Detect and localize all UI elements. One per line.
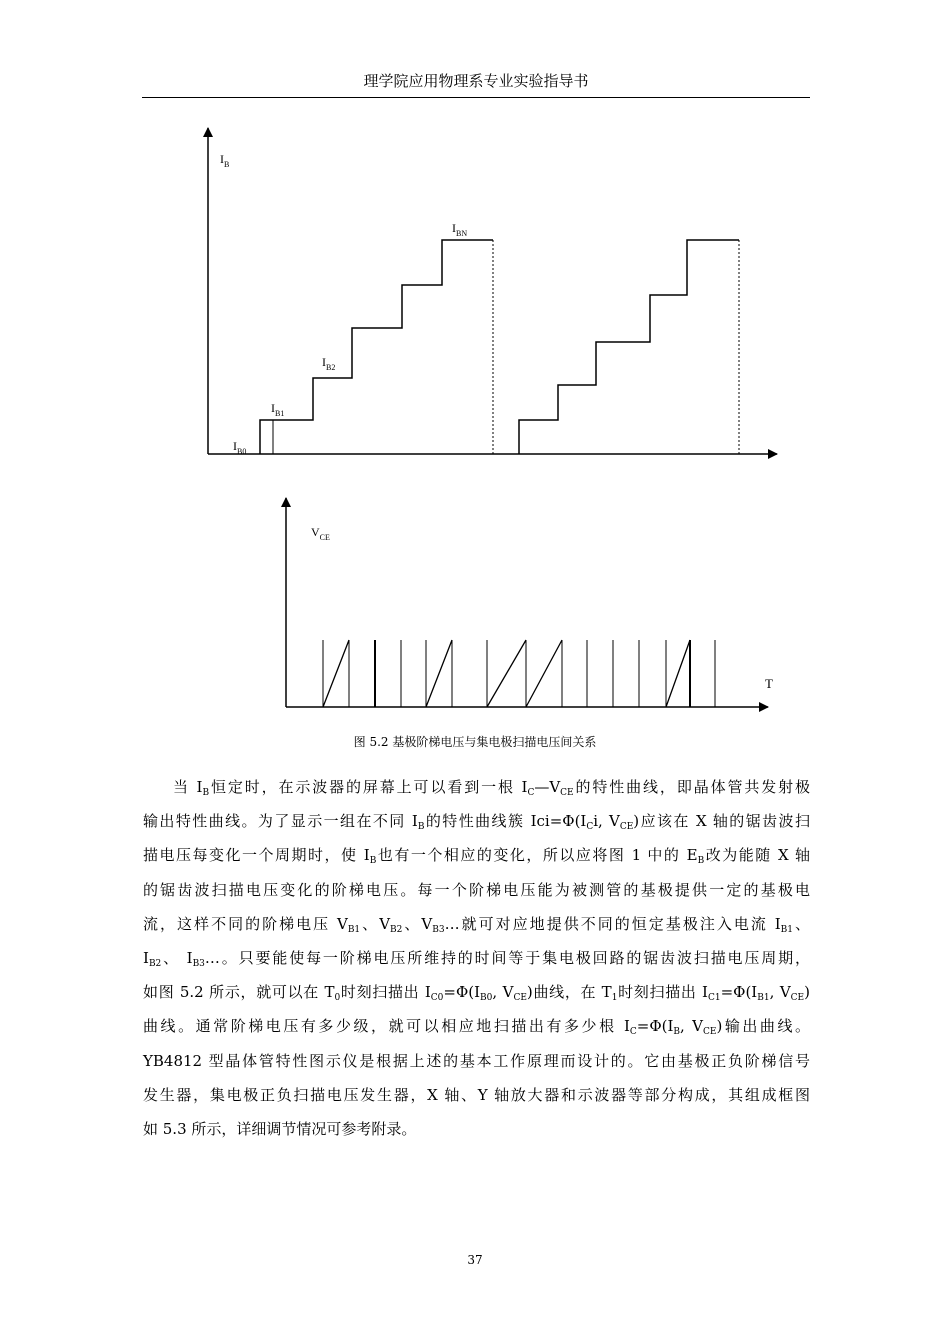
page-number: 37 xyxy=(467,1253,483,1267)
vce-sawtooth-chart xyxy=(286,498,773,707)
vce-sawtooth-ramps xyxy=(323,640,690,707)
ib-staircase-2 xyxy=(519,240,739,454)
body-line-1: 当 $I_B$恒定时，在示波器的屏幕上可以看到一根 $I_C—V_{CE}$的特性曲线，即晶体管共发射极 xyxy=(173,778,810,798)
body-line-2: 输出特性曲线。为了显示一组在不同 $I_B$的特性曲线簇 $Ici=\Phi(I_Ci$, $V_{CE}$)应该在 X 轴的锯齿波扫 xyxy=(143,812,810,833)
label-ib2: $I_{B2}$ xyxy=(322,355,336,372)
body-line-3: 描电压每变化一个周期时，使 $I_B$也有一个相应的变化，所以应将图 1 中的 $E_B$改为能随 X 轴 xyxy=(143,846,810,867)
ib-staircase-1 xyxy=(260,240,493,454)
figure-caption: 图 5.2 基极阶梯电压与集电极扫描电压间关系 xyxy=(353,735,597,749)
vce-x-axis-label: T xyxy=(765,676,773,691)
body-line-11: 如 5.3 所示，详细调节情况可参考附录。 xyxy=(143,1120,417,1139)
body-line-9: YB4812 型晶体管特性图示仪是根据上述的基本工作原理而设计的。它由基极正负阶梯信号 xyxy=(143,1051,810,1070)
body-line-6: $I_{B2}$、 $I_{B3}\dots$。只要能使每一阶梯电压所维持的时间等于集电极回路的锯齿波扫描电压周期， xyxy=(143,949,810,970)
vce-scan-lines xyxy=(323,640,715,707)
label-ibn: $I_{BN}$ xyxy=(452,221,468,238)
body-line-5: 流，这样不同的阶梯电压 $V_{B1}$、$V_{B2}$、$V_{B3}\dots$就可对应地提供不同的恒定基极注入电流 $I_{B1}$、 xyxy=(143,914,810,935)
body-line-8: 曲线。通常阶梯电压有多少级，就可以相应地扫描出有多少根 $I_C=\Phi(I_B$, $V_{CE}$)输出曲线。 xyxy=(143,1017,810,1038)
ib-staircase-chart xyxy=(208,128,777,456)
vce-y-axis-label: $V_{CE}$ xyxy=(311,525,330,542)
body-line-10: 发生器，集电极正负扫描电压发生器，X 轴、Y 轴放大器和示波器等部分构成，其组成框图 xyxy=(143,1085,810,1104)
label-ib1: $I_{B1}$ xyxy=(271,401,285,418)
page-header: 理学院应用物理系专业实验指导书 xyxy=(363,72,589,90)
ib-y-axis-label: $I_B$ xyxy=(220,152,230,169)
label-ib0: $I_{B0}$ xyxy=(233,439,247,456)
body-line-4: 的锯齿波扫描电压变化的阶梯电压。每一个阶梯电压能为被测管的基极提供一定的基极电 xyxy=(143,880,810,899)
body-line-7: 如图 5.2 所示，就可以在 $T_0$时刻扫描出 $I_{C0}=\Phi(I_{B0}$, $V_{CE}$)曲线，在 $T_1$时刻扫描出 $I_{C1}=\Phi(I_{B1}$, $V_{CE}$) xyxy=(143,983,810,1004)
body-paragraph xyxy=(143,770,810,1146)
